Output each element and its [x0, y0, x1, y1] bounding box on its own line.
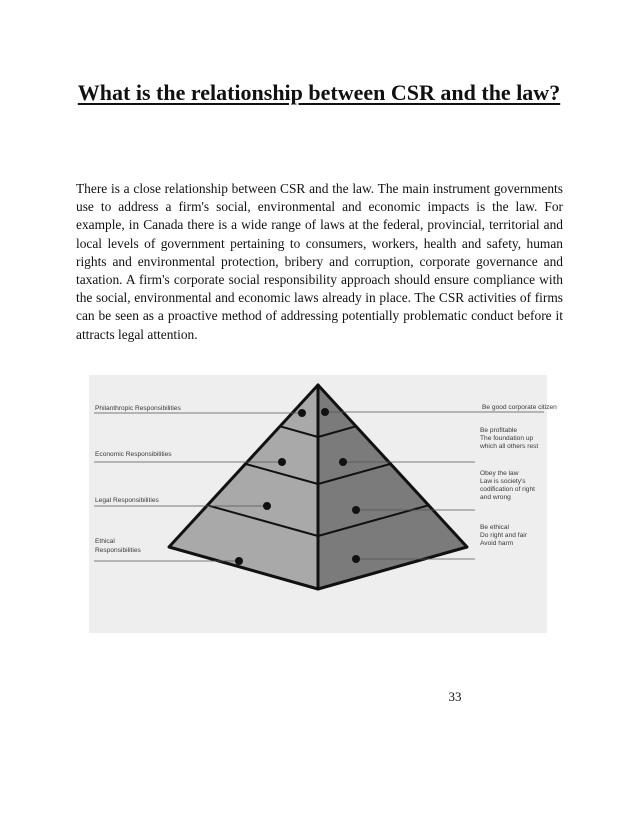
tier-dot — [278, 458, 286, 466]
label-ethical: Ethical — [95, 538, 115, 545]
pyramid-diagram — [89, 375, 557, 633]
label-economic: Economic Responsibilities — [95, 451, 172, 458]
label-good-citizen: Be good corporate citizen — [482, 404, 557, 411]
tier-dot — [352, 555, 360, 563]
label-codification: codification of right — [480, 486, 535, 493]
label-ethical-line2: Responsibilities — [95, 547, 141, 554]
body-paragraph: There is a close relationship between CSR and the law. The main instrument governments use to address a firm's social, environmental and economic impacts is the law. For example, in Canada there is a wide range of laws at the federal, provincial, territorial and local levels of government pertaining to consumers, workers, health and safety, human rights and environmental protection, bribery and corruption, corporate governance and taxation. A firm's corporate social responsibility approach should ensure compliance with the social, environmental and economic laws already in place. The CSR activities of firms can be seen as a proactive method of addressing potentially problematic conduct before it attracts legal attention. — [76, 181, 563, 342]
label-do-right: Do right and fair — [480, 532, 527, 539]
label-legal: Legal Responsibilities — [95, 497, 159, 504]
pyramid-left-face — [169, 385, 318, 589]
tier-dot — [352, 506, 360, 514]
tier-dot — [263, 502, 271, 510]
tier-dot — [235, 557, 243, 565]
tier-dot — [298, 409, 306, 417]
label-philanthropic: Philanthropic Responsibilities — [95, 405, 181, 412]
page-number: 33 — [448, 689, 462, 704]
label-be-ethical: Be ethical — [480, 524, 509, 531]
tier-dot — [339, 458, 347, 466]
label-foundation: The foundation up — [480, 435, 534, 442]
tier-dot — [321, 408, 329, 416]
pyramid-right-face — [318, 385, 467, 589]
label-law-society: Law is society's — [480, 478, 526, 485]
label-others-rest: which all others rest — [480, 443, 539, 450]
label-be-profitable: Be profitable — [480, 427, 518, 434]
label-avoid-harm: Avoid harm — [480, 540, 514, 547]
csr-pyramid-figure — [89, 375, 557, 633]
label-and-wrong: and wrong — [480, 494, 511, 501]
page-title: What is the relationship between CSR and the law? — [77, 80, 561, 105]
label-obey-law: Obey the law — [480, 470, 519, 477]
